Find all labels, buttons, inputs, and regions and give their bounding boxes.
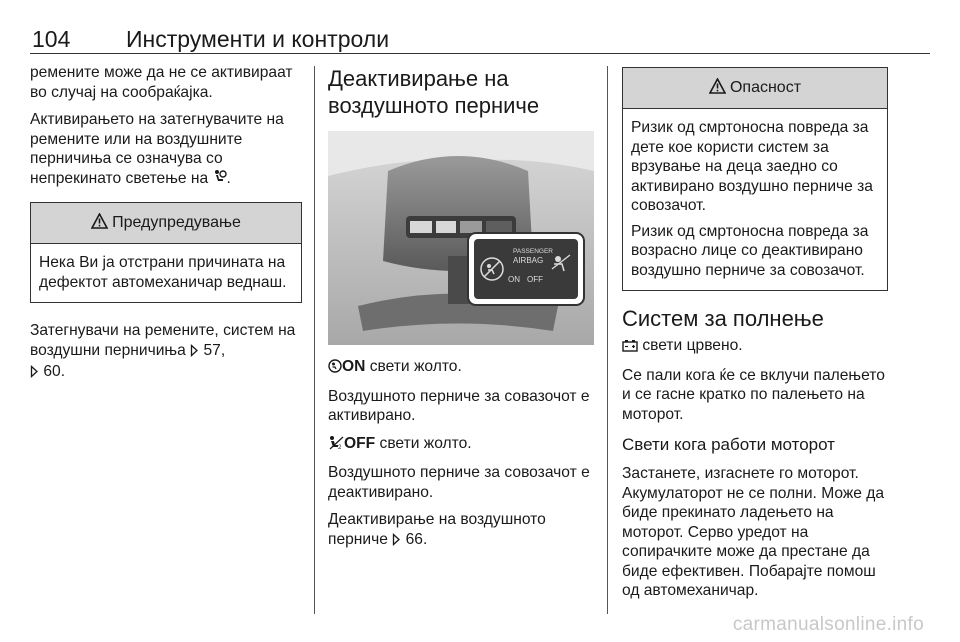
danger-text: Ризик од смртоносна повреда за возрасно лице со деактивирано воздушно перниче за совозачот. xyxy=(631,222,869,279)
paragraph-text: свети црвено. xyxy=(642,337,743,354)
airbag-indicator-figure xyxy=(328,131,594,345)
warning-triangle-icon xyxy=(91,205,108,245)
warning-text: Нека Ви ја отстрани причината на дефектот автомеханичар веднаш. xyxy=(39,254,287,291)
paragraph-text: Активирањето на затегнувачите на ремените или на воздушните перничиња се означува со непрекинато светење на xyxy=(30,111,284,187)
paragraph: Се пали кога ќе се вклучи палењето и се гасне кратко по палењето на моторот. xyxy=(622,366,885,423)
page-reference[interactable]: 66. xyxy=(405,530,428,548)
figure-panel-line2: AIRBAG xyxy=(513,256,544,265)
danger-box xyxy=(622,67,888,291)
column-divider xyxy=(314,66,315,614)
paragraph xyxy=(328,510,594,551)
paragraph-text: Деактивирање на воздушното перниче xyxy=(328,511,546,548)
battery-icon xyxy=(622,338,638,358)
airbag-off-icon xyxy=(328,435,344,456)
on-text: свети жолто. xyxy=(369,358,462,375)
chapter-title: Инструменти и контроли xyxy=(126,26,390,52)
paragraph-end: . xyxy=(226,169,231,187)
paragraph-text: Затегнувачи на ремените, систем на воздушни перничиња xyxy=(30,322,296,359)
column-2 xyxy=(328,63,594,559)
paragraph xyxy=(30,110,302,190)
warning-box xyxy=(30,202,302,303)
warning-title xyxy=(31,203,301,244)
paragraph xyxy=(328,357,594,379)
warning-title-text: Предупредување xyxy=(112,214,241,231)
watermark: carmanualsonline.info xyxy=(732,614,924,635)
paragraph: Воздушното перниче за совазочот е активирано. xyxy=(328,387,590,424)
page-reference-icon xyxy=(392,532,401,552)
column-divider xyxy=(607,66,608,614)
header-divider xyxy=(30,53,930,54)
paragraph xyxy=(328,434,594,456)
page-reference-icon xyxy=(30,364,39,384)
off-label: OFF xyxy=(344,434,376,452)
danger-text: Ризик од смртоносна повреда за дете кое користи систем за врзување на деца заедно со активирано воздушно перниче за совозачот. xyxy=(631,119,873,214)
page-reference[interactable]: 57 xyxy=(203,341,221,359)
paragraph: Затегнувачи на ремените, систем на воздушни перничиња 57, 60. xyxy=(30,321,302,384)
figure-panel-line1: PASSENGER xyxy=(513,248,553,255)
off-text: свети жолто. xyxy=(379,434,472,452)
page-header xyxy=(30,26,930,54)
page-number: 104 xyxy=(32,26,71,52)
airbag-on-icon xyxy=(328,359,342,379)
warning-triangle-icon xyxy=(709,70,726,110)
page-reference-icon xyxy=(190,343,199,363)
svg-text:2: 2 xyxy=(338,444,342,450)
airbag-warning-icon xyxy=(213,169,227,191)
column-1 xyxy=(30,63,302,392)
paragraph: Воздушното перниче за совозачот е деактивирано. xyxy=(328,464,590,501)
section-heading: Деактивирање на воздушното перниче xyxy=(328,66,540,118)
figure-on-label: ON xyxy=(508,275,520,284)
on-label: ON xyxy=(342,358,366,375)
paragraph xyxy=(622,336,888,358)
danger-title xyxy=(623,68,887,109)
paragraph: ремените може да не се активираат во случај на сообраќајка. xyxy=(30,64,293,101)
danger-title-text: Опасност xyxy=(729,79,802,96)
section-heading: Систем за полнење xyxy=(622,306,824,331)
paragraph: Застанете, изгаснете го моторот. Акумулаторот не се полни. Може да биде прекинато ладењето на моторот. Серво уредот на сопирачките може да престане да биде ефективен. Побарајте помош од автомеханичар. xyxy=(622,465,885,599)
column-3 xyxy=(622,63,888,609)
page-reference[interactable]: 60. xyxy=(43,363,66,380)
figure-off-label: OFF xyxy=(527,275,543,284)
subheading: Свети кога работи моторот xyxy=(622,435,835,454)
